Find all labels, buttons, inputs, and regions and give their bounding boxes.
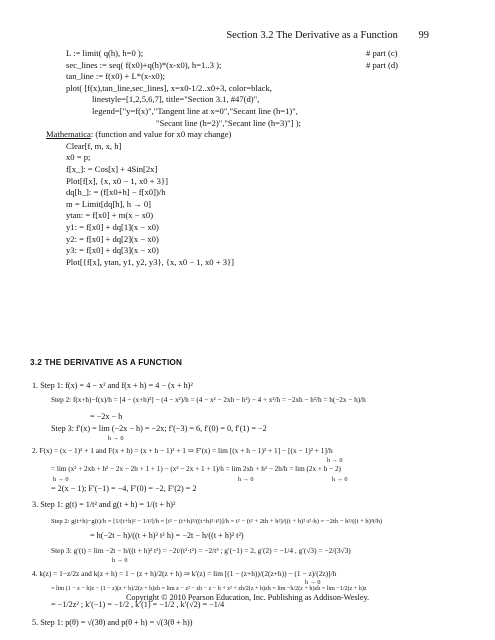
code-comment: # part (d) <box>366 59 398 70</box>
code-line <box>66 245 159 257</box>
code-text: Mathematica: (function and value for x0 may change) <box>46 129 232 140</box>
code-text: y3: = f[x0] + dq[3](x − x0) <box>66 245 159 256</box>
p4-b: = lim (1 − z − h)z − (1 − z)(z + h)/2(z + h)zh = lim z − z² − zh − z − h + z² + zh/2(z + h)zh = lim −h/2(z + h)zh = lim −1/2(z + h)z <box>51 586 367 592</box>
code-line <box>66 48 398 60</box>
section-heading: 3.2 THE DERIVATIVE AS A FUNCTION <box>30 358 183 367</box>
code-text: L := limit( q(h), h=0 ); <box>66 48 144 58</box>
p1-step3-sub: h → 0 <box>108 435 124 442</box>
p1-step1: 1. Step 1: f(x) = 4 − x² and f(x + h) = 4 − (x + h)² <box>32 381 193 390</box>
code-line <box>66 257 234 269</box>
code-text: y1: = f[x0] + dq[1](x − x0) <box>66 222 159 232</box>
code-text: dq[h_]: = (f[x0+h] − f[x0])/h <box>66 187 166 198</box>
p4-a-sub: h → 0 <box>305 579 321 586</box>
p3-step3-sub: h → 0 <box>112 557 128 564</box>
code-line <box>66 164 157 176</box>
code-line <box>156 118 301 130</box>
code-text: linestyle=[1,2,5,6,7], title="Section 3.1, #47(d)", <box>92 94 260 105</box>
code-line <box>66 187 166 199</box>
p2-c: = 2(x − 1); F′(−1) = −4, F′(0) = −2, F′(2) = 2 <box>51 484 197 493</box>
p1-step2b: = −2x − h <box>90 412 123 421</box>
code-line <box>66 199 151 211</box>
p4-c: = −1/2z² ; k′(−1) = −1/2 , k′(1) = −1/2 , k′(√2) = −1/4 <box>51 600 225 609</box>
code-line <box>66 234 159 246</box>
page-header <box>226 30 429 41</box>
code-text: Plot[{f[x], ytan, y1, y2, y3}, {x, x0 − 1, x0 + 3}] <box>66 256 234 267</box>
section-title: Section 3.2 The Derivative as a Function <box>226 30 398 41</box>
code-text: Plot[f[x], {x, x0 − 1, x0 + 3}] <box>66 175 168 186</box>
code-text: plot( [f(x),tan_line,sec_lines], x=x0-1/2..x0+3, color=black, <box>66 82 272 93</box>
code-line <box>46 129 231 141</box>
p2-b: = lim (x² + 2xh + h² − 2x − 2h + 1 + 1) − (x² − 2x + 1 + 1)/h = lim 2xh + h² − 2h/h = lim (2x + h − 2) <box>51 465 341 473</box>
code-line <box>66 71 165 83</box>
p3-step2b: = h(−2t − h)/((t + h)² t² h) = −2t − h/((t + h)² t²) <box>90 531 244 540</box>
p3-step3: Step 3: g′(t) = lim −2t − h/((t + h)² t²) = −2t/(t²·t²) = −2/t³ ; g′(−1) = 2, g′(2) = −1/4 , g′(√3) = −2/(3√3) <box>51 546 351 555</box>
p5-step1: 5. Step 1: p(θ) = √(3θ) and p(θ + h) = √(3(θ + h)) <box>32 618 193 627</box>
p3-step1: 3. Step 1: g(t) = 1/t² and g(t + h) = 1/(t + h)² <box>32 500 176 509</box>
copyright-footer: Copyright © 2010 Pearson Education, Inc. Publishing as Addison-Wesley. <box>125 593 370 602</box>
p2-b-sub3: h → 0 <box>332 476 348 483</box>
code-text: sec_lines := seq( f(x0)+q(h)*(x-x0), h=1..3 ); <box>66 59 222 70</box>
code-line <box>66 152 90 164</box>
code-line <box>66 59 398 72</box>
code-line <box>92 94 259 106</box>
code-line <box>66 141 121 153</box>
code-text: ytan: = f[x0] + m(x − x0) <box>66 210 154 221</box>
p1-step2: Step 2: f(x+h)−f(x)/h = [4 − (x+h)²] − (4 − x²)/h = (4 − x² − 2xh − h²) − 4 + x²/h = −2xh − h²/h = h(−2x − h)/h <box>51 396 366 404</box>
code-line <box>66 210 153 222</box>
p3-step2: Step 2: g(t+h)−g(t)/h = [1/(t+h)² − 1/t²]/h = [t² − (t+h)²/((t+h)²·t²)]/h = t² − (t² + 2th + h²)/((t + h)²·t²·h) = −2th − h²/((t + h)²t²h) <box>51 518 383 525</box>
p1-step3: Step 3: f′(x) = lim (−2x − h) = −2x; f′(−3) = 6, f′(0) = 0, f′(1) = −2 <box>51 424 267 433</box>
code-line <box>66 83 272 95</box>
code-text: "Secant line (h=2)","Secant line (h=3)"] ); <box>156 117 301 128</box>
code-line <box>66 222 159 234</box>
p2-a-sub: h → 0 <box>327 457 343 464</box>
code-text: f[x_]: = Cos[x] + 4Sin[2x] <box>66 164 158 174</box>
code-line <box>66 176 168 188</box>
p4-a: 4. k(z) = 1−z/2z and k(z + h) = 1 − (z + h)/2(z + h) ⇒ k′(z) = lim [(1 − (z+h))/(2(z+h)) − (1 − z)/(2z)]/h <box>32 569 337 578</box>
code-text: legend=["y=f(x)","Tangent line at x=0","Secant line (h=1)", <box>92 106 298 116</box>
code-text: tan_line := f(x0) + L*(x-x0); <box>66 71 165 82</box>
code-text: m = Limit[dq[h], h → 0] <box>66 198 152 209</box>
code-line <box>92 106 298 118</box>
p2-a: 2. F(x) = (x − 1)² + 1 and F(x + h) = (x + h − 1)² + 1 ⇒ F′(x) = lim [(x + h − 1)² + 1] − [(x − 1)² + 1]/h <box>32 446 333 455</box>
code-block <box>46 48 466 348</box>
code-text: y2: = f[x0] + dq[2](x − x0) <box>66 233 159 244</box>
p2-b-sub1: h → 0 <box>53 476 69 483</box>
code-comment: # part (c) <box>366 48 398 58</box>
code-text: x0 = p; <box>66 152 91 163</box>
page-number: 99 <box>418 30 429 41</box>
p2-b-sub2: h → 0 <box>238 476 254 483</box>
code-text: Clear[f, m, x, h] <box>66 140 122 151</box>
